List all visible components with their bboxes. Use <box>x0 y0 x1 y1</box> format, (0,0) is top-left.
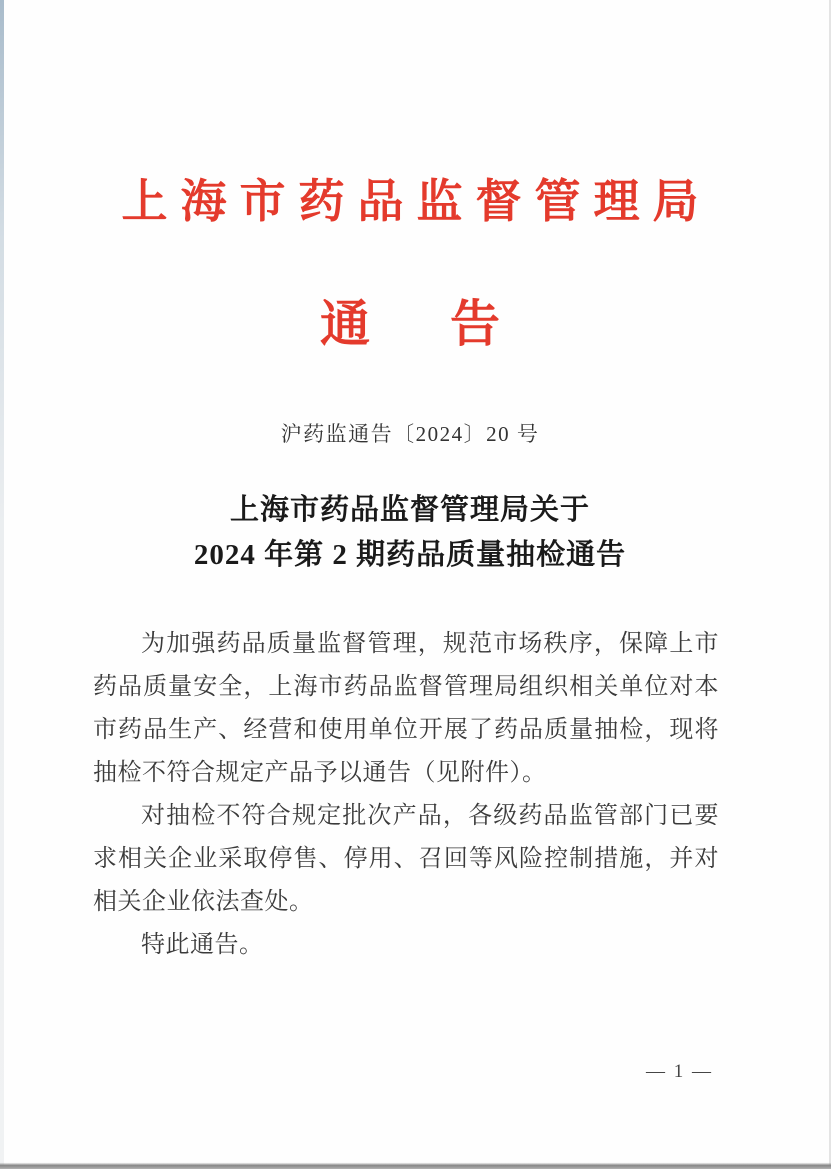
agency-name: 上海市药品监督管理局 <box>121 176 712 227</box>
doc-body <box>93 623 719 967</box>
body-paragraph: 为加强药品质量监督管理，规范市场秩序，保障上市药品质量安全，上海市药品监督管理局组织相关单位对本市药品生产、经营和使用单位开展了药品质量抽检，现将抽检不符合规定产品予以通告（见附件）。 <box>93 631 719 786</box>
doc-title-line2: 2024 年第 2 期药品质量抽检通告 <box>193 539 627 571</box>
body-paragraph: 对抽检不符合规定批次产品，各级药品监管部门已要求相关企业采取停售、停用、召回等风险控制措施，并对相关企业依法查处。 <box>93 803 719 915</box>
page-number: — 1 — <box>646 1061 713 1082</box>
scan-edge-bottom <box>0 1161 831 1169</box>
body-paragraph: 特此通告。 <box>141 932 264 958</box>
doc-title <box>0 488 820 578</box>
doc-type-heading: 通 告 <box>320 296 515 352</box>
doc-title-line1: 上海市药品监督管理局关于 <box>229 494 590 526</box>
doc-number: 沪药监通告〔2024〕20 号 <box>280 422 540 446</box>
